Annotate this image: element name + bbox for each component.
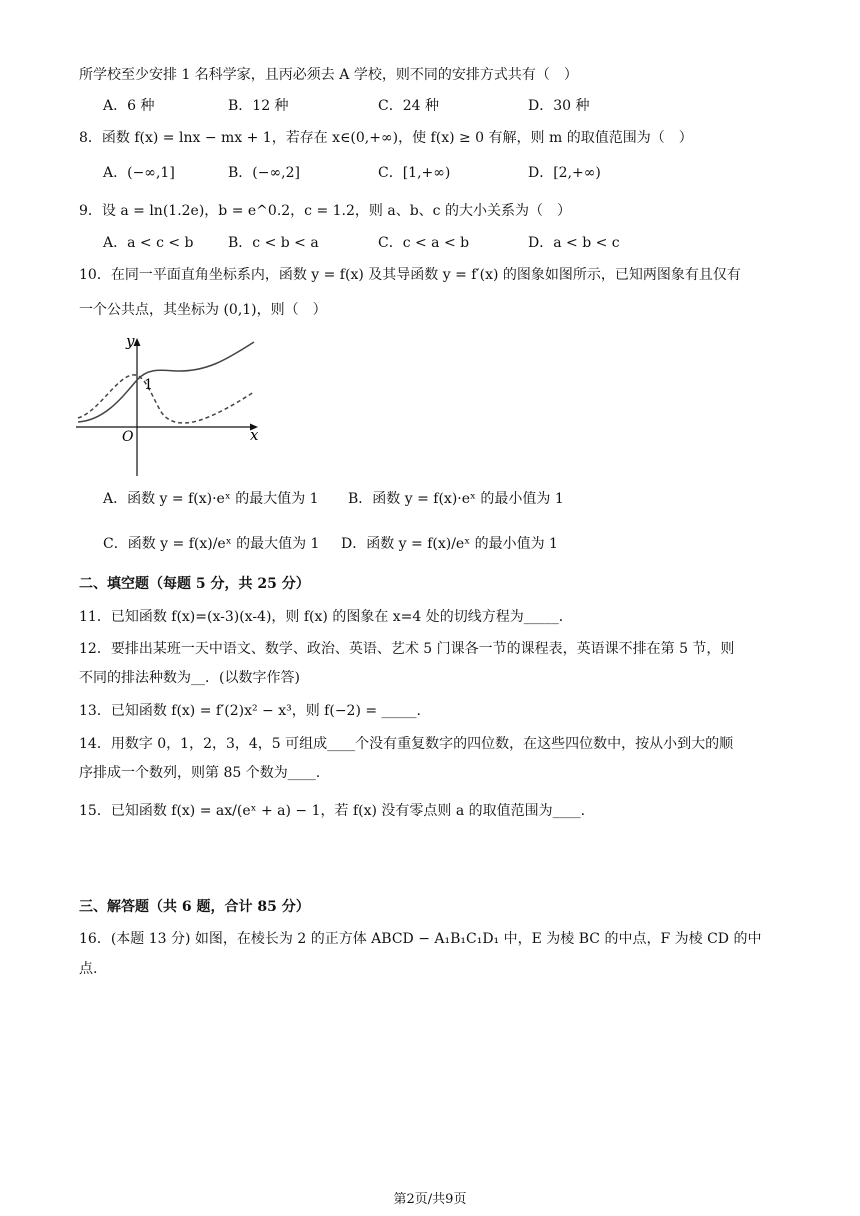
curve-f-prime [78, 375, 254, 423]
q7-option-d[interactable]: D．30 种 [528, 98, 590, 114]
q7-option-c[interactable]: C．24 种 [378, 98, 439, 114]
q7-tail: 所学校至少安排 1 名科学家，且丙必须去 A 学校，则不同的安排方式共有（ ） [79, 67, 578, 83]
intersection-label: 1 [144, 377, 153, 393]
q10-option-d[interactable]: D．函数 y = f(x)/eˣ 的最小值为 1 [341, 536, 558, 552]
q9-option-c[interactable]: C．c < a < b [378, 235, 470, 251]
q7-option-a[interactable]: A．6 种 [103, 98, 155, 114]
y-axis-arrow-icon [134, 338, 141, 346]
y-axis-label: y [126, 332, 135, 350]
q8-option-d[interactable]: D．[2,+∞) [528, 165, 601, 181]
q9-stem: 9．设 a = ln(1.2e)，b = e^0.2，c = 1.2，则 a、b、c 的大小关系为（ ） [79, 203, 571, 219]
q14-stem-line1: 14．用数字 0，1，2，3，4，5 可组成____个没有重复数字的四位数，在这些四位数中，按从小到大的顺 [79, 736, 734, 752]
q9-option-d[interactable]: D．a < b < c [528, 235, 620, 251]
q10-stem-line2: 一个公共点，其坐标为 (0,1)，则（ ） [79, 302, 327, 318]
x-axis-label: x [250, 426, 259, 444]
q10-option-b[interactable]: B．函数 y = f(x)·eˣ 的最小值为 1 [348, 491, 564, 507]
q12-stem-line2: 不同的排法种数为__．(以数字作答) [79, 670, 300, 686]
q11-stem: 11．已知函数 f(x)=(x-3)(x-4)，则 f(x) 的图象在 x=4 处的切线方程为_____． [79, 609, 573, 625]
curve-f [78, 342, 254, 422]
q7-option-b[interactable]: B．12 种 [228, 98, 289, 114]
q8-option-b[interactable]: B．(−∞,2] [228, 165, 300, 181]
q12-stem-line1: 12．要排出某班一天中语文、数学、政治、英语、艺术 5 门课各一节的课程表，英语课不排在第 5 节，则 [79, 641, 735, 657]
q9-option-a[interactable]: A．a < c < b [103, 235, 194, 251]
origin-label: O [122, 429, 134, 445]
q10-stem-line1: 10．在同一平面直角坐标系内，函数 y = f(x) 及其导函数 y = f′(x) 的图象如图所示，已知两图象有且仅有 [79, 267, 741, 283]
q9-option-b[interactable]: B．c < b < a [228, 235, 319, 251]
section-fill-in-title: 二、填空题（每题 5 分，共 25 分） [79, 576, 310, 592]
q10-option-a[interactable]: A．函数 y = f(x)·eˣ 的最大值为 1 [103, 491, 319, 507]
section-answer-title: 三、解答题（共 6 题，合计 85 分） [79, 899, 310, 915]
q13-stem: 13．已知函数 f(x) = f′(2)x² − x³，则 f(−2) = _____. [79, 703, 422, 719]
q14-stem-line2: 序排成一个数列，则第 85 个数为____. [79, 765, 321, 781]
q10-option-c[interactable]: C．函数 y = f(x)/eˣ 的最大值为 1 [103, 536, 320, 552]
q8-option-c[interactable]: C．[1,+∞) [378, 165, 451, 181]
q16-stem-line1: 16．(本题 13 分) 如图，在棱长为 2 的正方体 ABCD − A₁B₁C₁D₁ 中，E 为棱 BC 的中点，F 为棱 CD 的中 [79, 931, 762, 947]
q15-stem: 15．已知函数 f(x) = ax/(eˣ + a) − 1，若 f(x) 没有零点则 a 的取值范围为____. [79, 803, 586, 819]
q8-option-a[interactable]: A．(−∞,1] [103, 165, 175, 181]
page-footer: 第2页/共9页 [393, 1192, 467, 1207]
q16-stem-line2: 点. [79, 961, 98, 977]
q8-stem: 8．函数 f(x) = lnx − mx + 1，若存在 x∈(0,+∞)，使 f(x) ≥ 0 有解，则 m 的取值范围为（ ） [79, 130, 693, 146]
q10-function-graph [76, 330, 266, 478]
